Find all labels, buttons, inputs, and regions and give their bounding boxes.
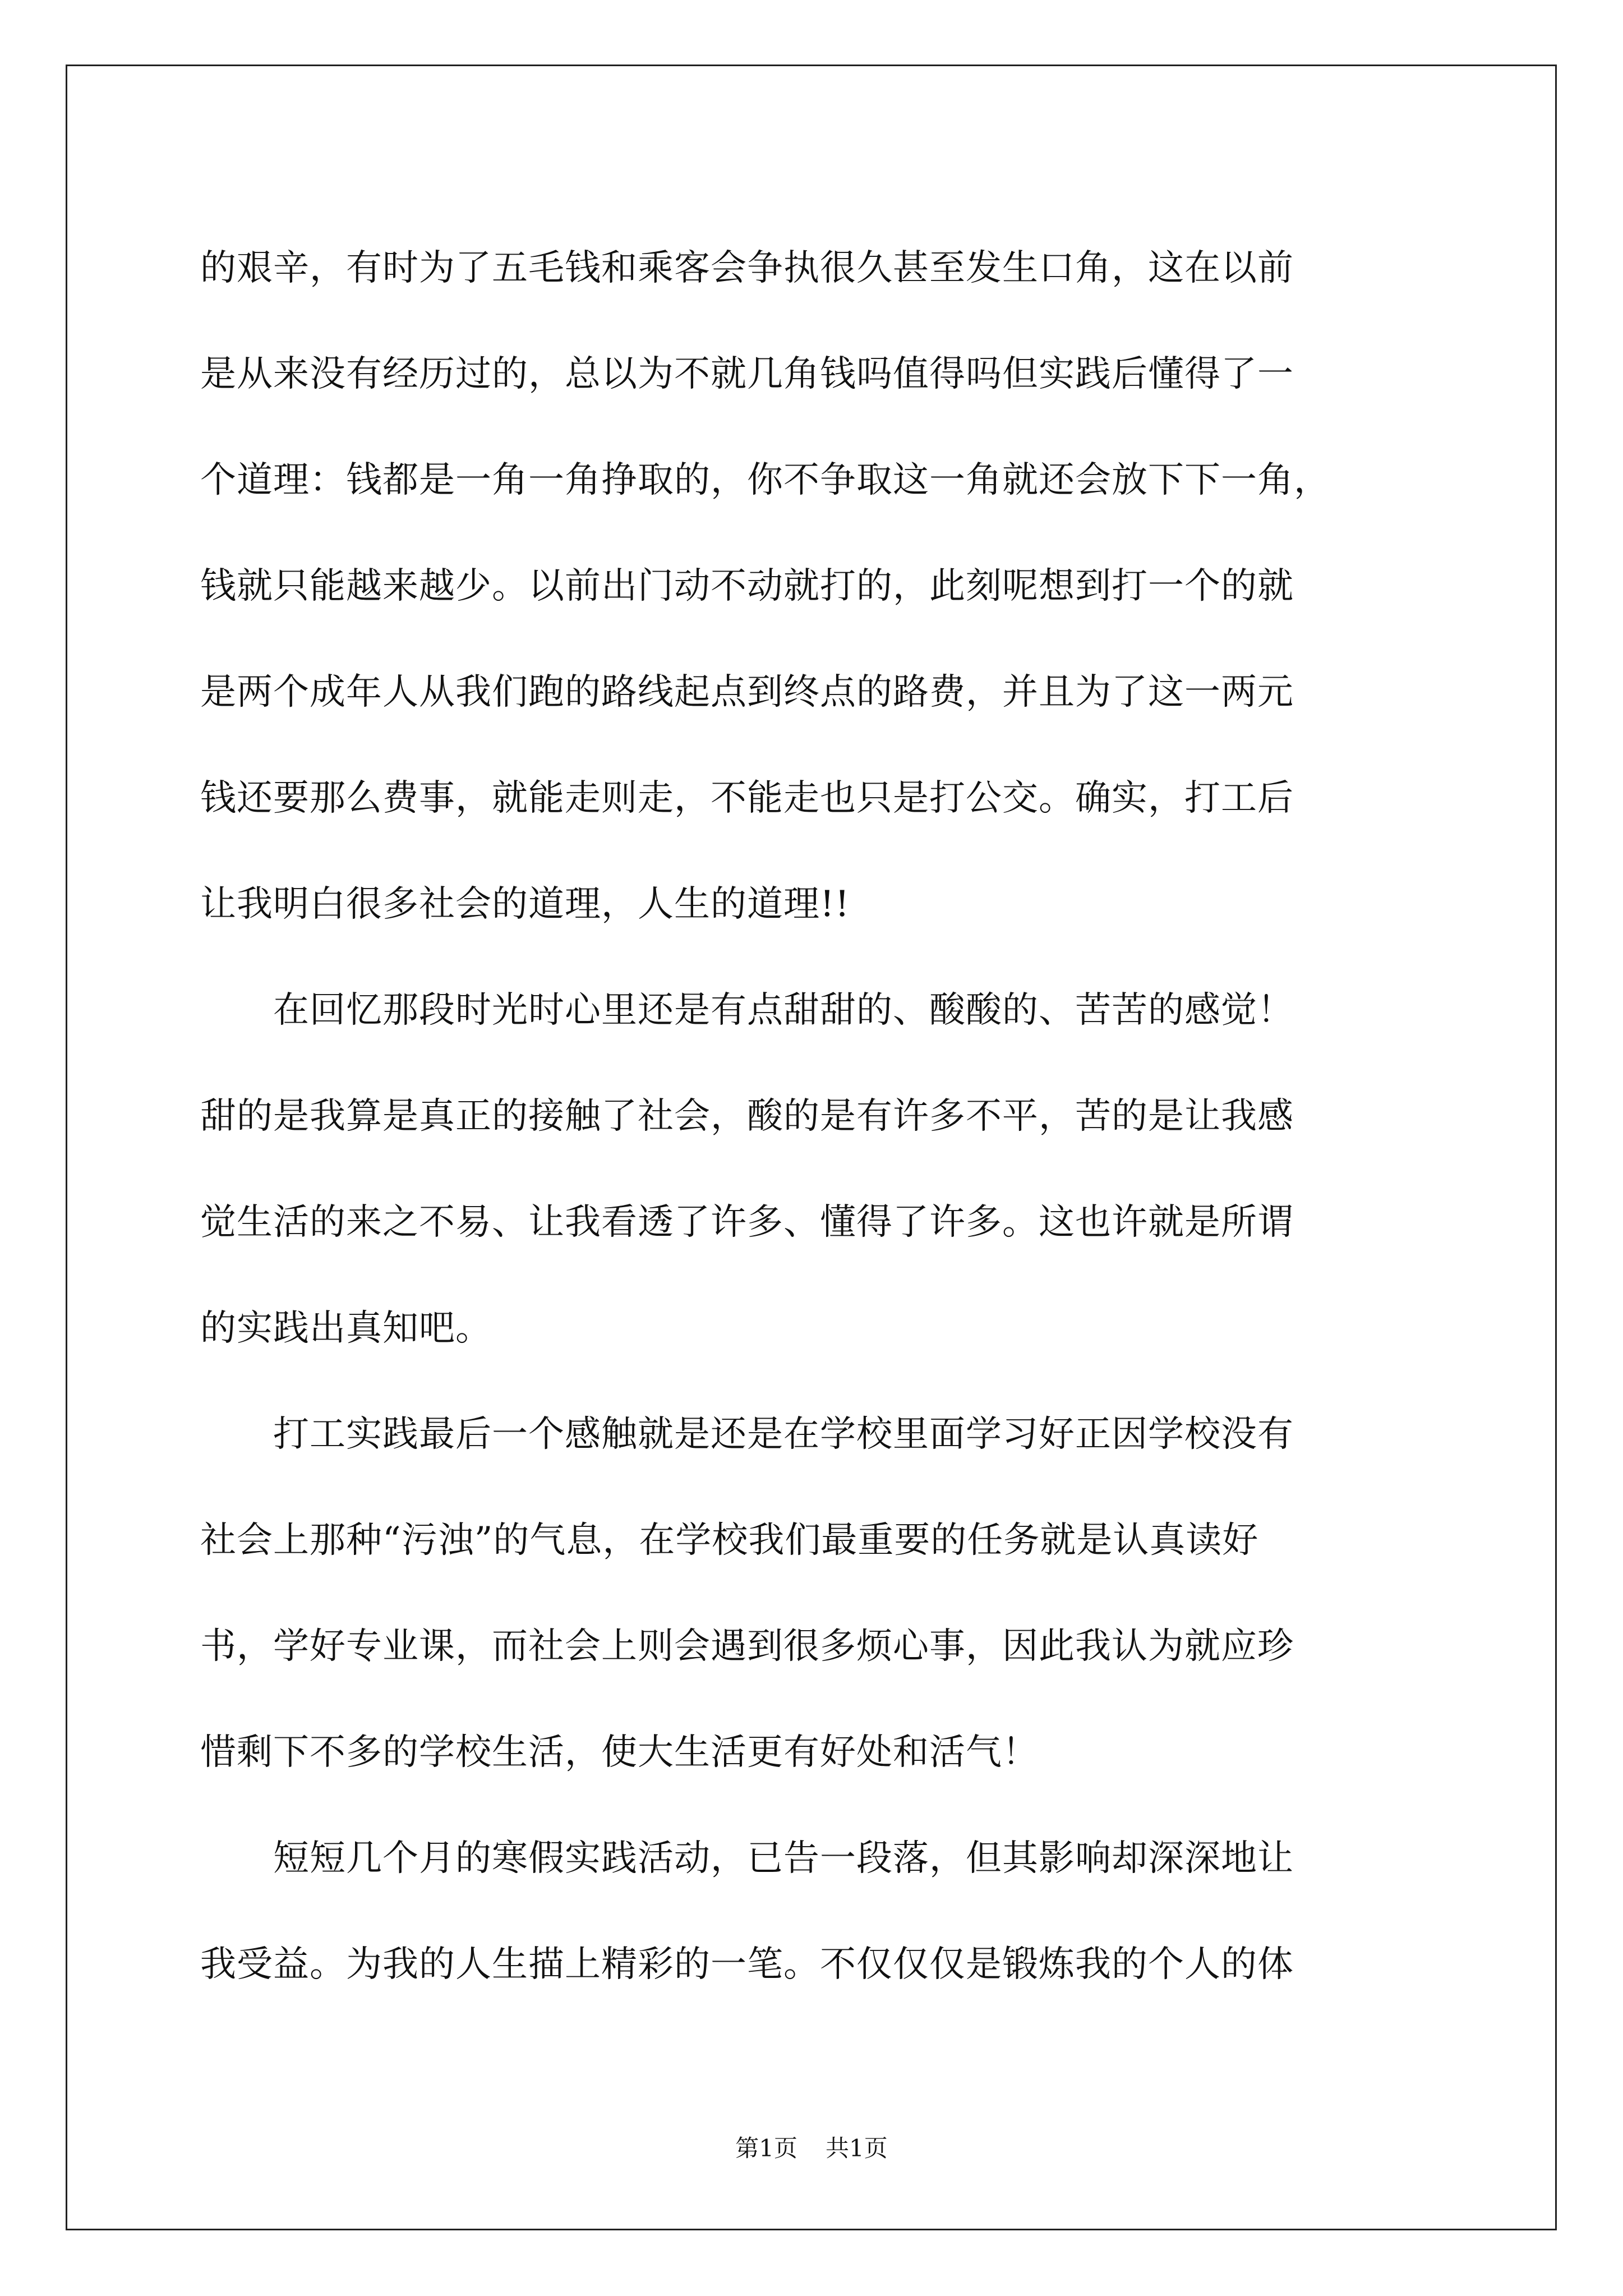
page-footer	[0, 2132, 1623, 2165]
text-line: 钱还要那么费事，就能走则走，不能走也只是打公交。确实，打工后	[200, 777, 1294, 819]
text-line: 在回忆那段时光时心里还是有点甜甜的、酸酸的、苦苦的感觉！	[200, 990, 1294, 1031]
text-line: 的实践出真知吧。	[200, 1308, 492, 1349]
text-line: 钱就只能越来越少。以前出门动不动就打的，此刻呢想到打一个的就	[200, 565, 1294, 607]
text-line: 打工实践最后一个感触就是还是在学校里面学习好正因学校没有	[200, 1414, 1294, 1455]
text-line: 的艰辛，有时为了五毛钱和乘客会争执很久甚至发生口角，这在以前	[200, 247, 1294, 289]
text-line: 我受益。为我的人生描上精彩的一笔。不仅仅仅是锻炼我的个人的体	[200, 1944, 1294, 1985]
text-line: 个道理：钱都是一角一角挣取的，你不争取这一角就还会放下下一角，	[200, 459, 1330, 501]
text-line: 觉生活的来之不易、让我看透了许多、懂得了许多。这也许就是所谓	[200, 1202, 1294, 1243]
text-line: 书，学好专业课，而社会上则会遇到很多烦心事，因此我认为就应珍	[200, 1626, 1294, 1667]
document-body	[200, 215, 1427, 2018]
text-line: 是两个成年人从我们跑的路线起点到终点的路费，并且为了这一两元	[200, 671, 1294, 713]
text-line: 惜剩下不多的学校生活，使大生活更有好处和活气！	[200, 1732, 1039, 1773]
page-number: 第1页	[735, 2134, 797, 2162]
text-line: 社会上那种“污浊”的气息，在学校我们最重要的任务就是认真读好	[200, 1520, 1259, 1561]
text-line: 短短几个月的寒假实践活动，已告一段落，但其影响却深深地让	[200, 1838, 1294, 1879]
text-line: 让我明白很多社会的道理，人生的道理!!	[200, 884, 850, 925]
page-total: 共1页	[826, 2134, 888, 2162]
text-line: 是从来没有经历过的，总以为不就几角钱吗值得吗但实践后懂得了一	[200, 353, 1294, 395]
text-line: 甜的是我算是真正的接触了社会，酸的是有许多不平，苦的是让我感	[200, 1096, 1294, 1137]
